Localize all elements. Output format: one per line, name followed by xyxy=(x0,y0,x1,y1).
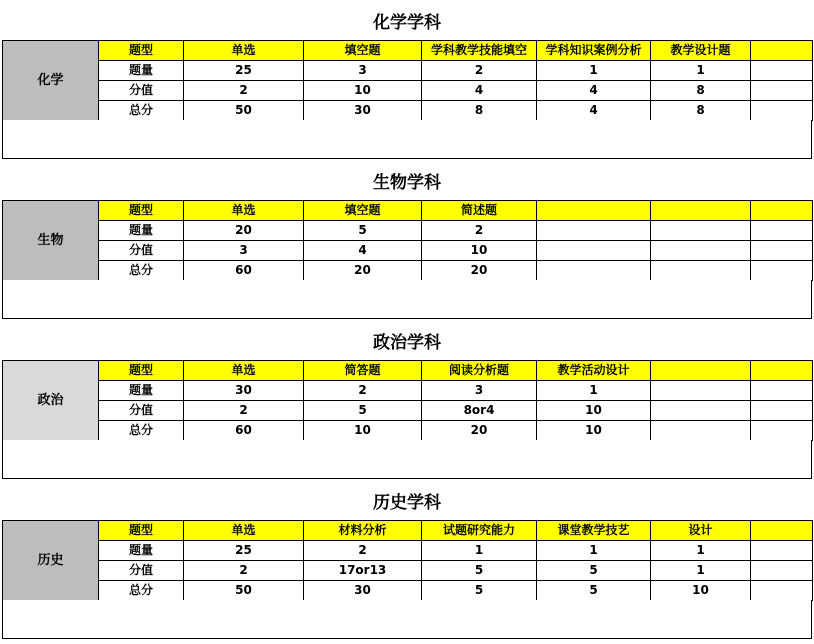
table-cell[interactable]: 10 xyxy=(304,421,422,441)
subject-label[interactable]: 历史 xyxy=(3,521,99,601)
blank-row[interactable] xyxy=(2,120,812,159)
table-cell[interactable]: 60 xyxy=(184,421,304,441)
table-cell[interactable] xyxy=(751,421,813,441)
row-label[interactable]: 总分 xyxy=(99,421,184,441)
column-header[interactable]: 填空题 xyxy=(304,41,422,61)
table-cell[interactable]: 5 xyxy=(537,561,651,581)
row-label[interactable]: 题量 xyxy=(99,221,184,241)
table-cell[interactable]: 8 xyxy=(651,101,751,121)
table-cell[interactable] xyxy=(537,261,651,281)
table-cell[interactable]: 20 xyxy=(422,421,537,441)
column-header[interactable]: 填空题 xyxy=(304,201,422,221)
table-cell[interactable]: 4 xyxy=(537,101,651,121)
column-header[interactable]: 学科知识案例分析 xyxy=(537,41,651,61)
table-cell[interactable]: 1 xyxy=(651,561,751,581)
table-cell[interactable] xyxy=(651,401,751,421)
table-cell[interactable]: 2 xyxy=(184,81,304,101)
table-cell[interactable] xyxy=(751,381,813,401)
table-cell[interactable]: 25 xyxy=(184,61,304,81)
table-row xyxy=(3,221,813,241)
table-cell[interactable] xyxy=(751,241,813,261)
score-table xyxy=(2,200,813,281)
column-header[interactable]: 学科教学技能填空 xyxy=(422,41,537,61)
table-row xyxy=(3,261,813,281)
column-header[interactable] xyxy=(751,41,813,61)
table-cell[interactable]: 10 xyxy=(537,401,651,421)
table-row xyxy=(3,41,813,61)
section-title: 生物学科 xyxy=(2,161,812,199)
table-cell[interactable] xyxy=(751,561,813,581)
subject-label[interactable]: 生物 xyxy=(3,201,99,281)
blank-row[interactable] xyxy=(2,280,812,319)
column-header[interactable] xyxy=(537,201,651,221)
table-cell[interactable]: 25 xyxy=(184,541,304,561)
section-title: 历史学科 xyxy=(2,481,812,519)
row-label[interactable]: 分值 xyxy=(99,401,184,421)
column-header[interactable]: 试题研究能力 xyxy=(422,521,537,541)
table-cell[interactable] xyxy=(751,401,813,421)
table-cell[interactable]: 10 xyxy=(651,581,751,601)
subject-section xyxy=(0,480,812,640)
row-label[interactable]: 题型 xyxy=(99,361,184,381)
table-row xyxy=(3,81,813,101)
score-table xyxy=(2,360,813,441)
table-row xyxy=(3,521,813,541)
table-cell[interactable] xyxy=(751,221,813,241)
table-cell[interactable]: 2 xyxy=(184,401,304,421)
table-row xyxy=(3,201,813,221)
table-cell[interactable]: 2 xyxy=(304,541,422,561)
row-label[interactable]: 分值 xyxy=(99,241,184,261)
column-header[interactable]: 简答题 xyxy=(304,361,422,381)
row-label[interactable]: 总分 xyxy=(99,101,184,121)
table-cell[interactable]: 4 xyxy=(422,81,537,101)
row-label[interactable]: 题型 xyxy=(99,41,184,61)
table-cell[interactable]: 5 xyxy=(537,581,651,601)
column-header[interactable]: 阅读分析题 xyxy=(422,361,537,381)
table-cell[interactable]: 2 xyxy=(184,561,304,581)
table-cell[interactable] xyxy=(751,581,813,601)
table-row xyxy=(3,381,813,401)
table-cell[interactable]: 5 xyxy=(422,561,537,581)
table-cell[interactable]: 2 xyxy=(304,381,422,401)
column-header[interactable]: 教学活动设计 xyxy=(537,361,651,381)
row-label[interactable]: 总分 xyxy=(99,261,184,281)
column-header[interactable] xyxy=(751,521,813,541)
subject-section xyxy=(0,0,812,160)
table-row xyxy=(3,561,813,581)
table-cell[interactable]: 20 xyxy=(184,221,304,241)
table-cell[interactable] xyxy=(751,261,813,281)
column-header[interactable]: 简述题 xyxy=(422,201,537,221)
table-cell[interactable]: 2 xyxy=(422,221,537,241)
table-cell[interactable]: 10 xyxy=(422,241,537,261)
section-title: 化学学科 xyxy=(2,1,812,39)
table-cell[interactable]: 30 xyxy=(304,581,422,601)
table-row xyxy=(3,581,813,601)
table-cell[interactable] xyxy=(537,241,651,261)
score-table xyxy=(2,520,813,601)
table-cell[interactable]: 1 xyxy=(537,381,651,401)
row-label[interactable]: 分值 xyxy=(99,81,184,101)
column-header[interactable]: 单选 xyxy=(184,41,304,61)
table-cell[interactable]: 3 xyxy=(304,61,422,81)
table-row xyxy=(3,61,813,81)
column-header[interactable]: 单选 xyxy=(184,521,304,541)
table-cell[interactable]: 1 xyxy=(537,541,651,561)
table-row xyxy=(3,241,813,261)
table-row xyxy=(3,361,813,381)
column-header[interactable] xyxy=(651,201,751,221)
table-row xyxy=(3,401,813,421)
table-cell[interactable]: 3 xyxy=(184,241,304,261)
table-cell[interactable]: 8 xyxy=(651,81,751,101)
column-header[interactable]: 材料分析 xyxy=(304,521,422,541)
table-cell[interactable] xyxy=(651,421,751,441)
table-cell[interactable] xyxy=(651,221,751,241)
table-cell[interactable]: 2 xyxy=(422,61,537,81)
row-label[interactable]: 题型 xyxy=(99,201,184,221)
table-cell[interactable]: 8or4 xyxy=(422,401,537,421)
table-cell[interactable] xyxy=(751,81,813,101)
subject-label[interactable]: 化学 xyxy=(3,41,99,121)
table-cell[interactable] xyxy=(651,241,751,261)
table-cell[interactable]: 10 xyxy=(304,81,422,101)
column-header[interactable]: 课堂教学技艺 xyxy=(537,521,651,541)
table-cell[interactable]: 5 xyxy=(304,401,422,421)
table-cell[interactable]: 50 xyxy=(184,101,304,121)
column-header[interactable]: 设计 xyxy=(651,521,751,541)
table-row xyxy=(3,421,813,441)
table-cell[interactable]: 30 xyxy=(304,101,422,121)
table-cell[interactable]: 5 xyxy=(304,221,422,241)
table-cell[interactable]: 4 xyxy=(537,81,651,101)
column-header[interactable] xyxy=(651,361,751,381)
table-row xyxy=(3,541,813,561)
table-cell[interactable]: 20 xyxy=(422,261,537,281)
row-label[interactable]: 题型 xyxy=(99,521,184,541)
row-label[interactable]: 题量 xyxy=(99,61,184,81)
table-cell[interactable] xyxy=(651,261,751,281)
row-label[interactable]: 分值 xyxy=(99,561,184,581)
column-header[interactable] xyxy=(751,361,813,381)
table-cell[interactable]: 1 xyxy=(422,541,537,561)
subject-section xyxy=(0,320,812,480)
blank-row[interactable] xyxy=(2,600,812,639)
table-cell[interactable]: 1 xyxy=(537,61,651,81)
column-header[interactable]: 单选 xyxy=(184,361,304,381)
table-cell[interactable]: 20 xyxy=(304,261,422,281)
table-cell[interactable]: 8 xyxy=(422,101,537,121)
table-cell[interactable] xyxy=(751,61,813,81)
blank-row[interactable] xyxy=(2,440,812,479)
row-label[interactable]: 总分 xyxy=(99,581,184,601)
table-cell[interactable]: 17or13 xyxy=(304,561,422,581)
table-cell[interactable]: 50 xyxy=(184,581,304,601)
table-cell[interactable]: 3 xyxy=(422,381,537,401)
row-label[interactable]: 题量 xyxy=(99,381,184,401)
table-cell[interactable]: 5 xyxy=(422,581,537,601)
table-cell[interactable]: 1 xyxy=(651,61,751,81)
table-cell[interactable]: 10 xyxy=(537,421,651,441)
table-cell[interactable]: 4 xyxy=(304,241,422,261)
subject-section xyxy=(0,160,812,320)
table-cell[interactable] xyxy=(751,541,813,561)
column-header[interactable]: 教学设计题 xyxy=(651,41,751,61)
table-row xyxy=(3,101,813,121)
table-cell[interactable] xyxy=(751,101,813,121)
section-title: 政治学科 xyxy=(2,321,812,359)
table-cell[interactable]: 60 xyxy=(184,261,304,281)
table-cell[interactable]: 30 xyxy=(184,381,304,401)
table-cell[interactable]: 1 xyxy=(651,541,751,561)
table-cell[interactable] xyxy=(537,221,651,241)
row-label[interactable]: 题量 xyxy=(99,541,184,561)
column-header[interactable] xyxy=(751,201,813,221)
column-header[interactable]: 单选 xyxy=(184,201,304,221)
subject-label[interactable]: 政治 xyxy=(3,361,99,441)
score-table xyxy=(2,40,813,121)
table-cell[interactable] xyxy=(651,381,751,401)
